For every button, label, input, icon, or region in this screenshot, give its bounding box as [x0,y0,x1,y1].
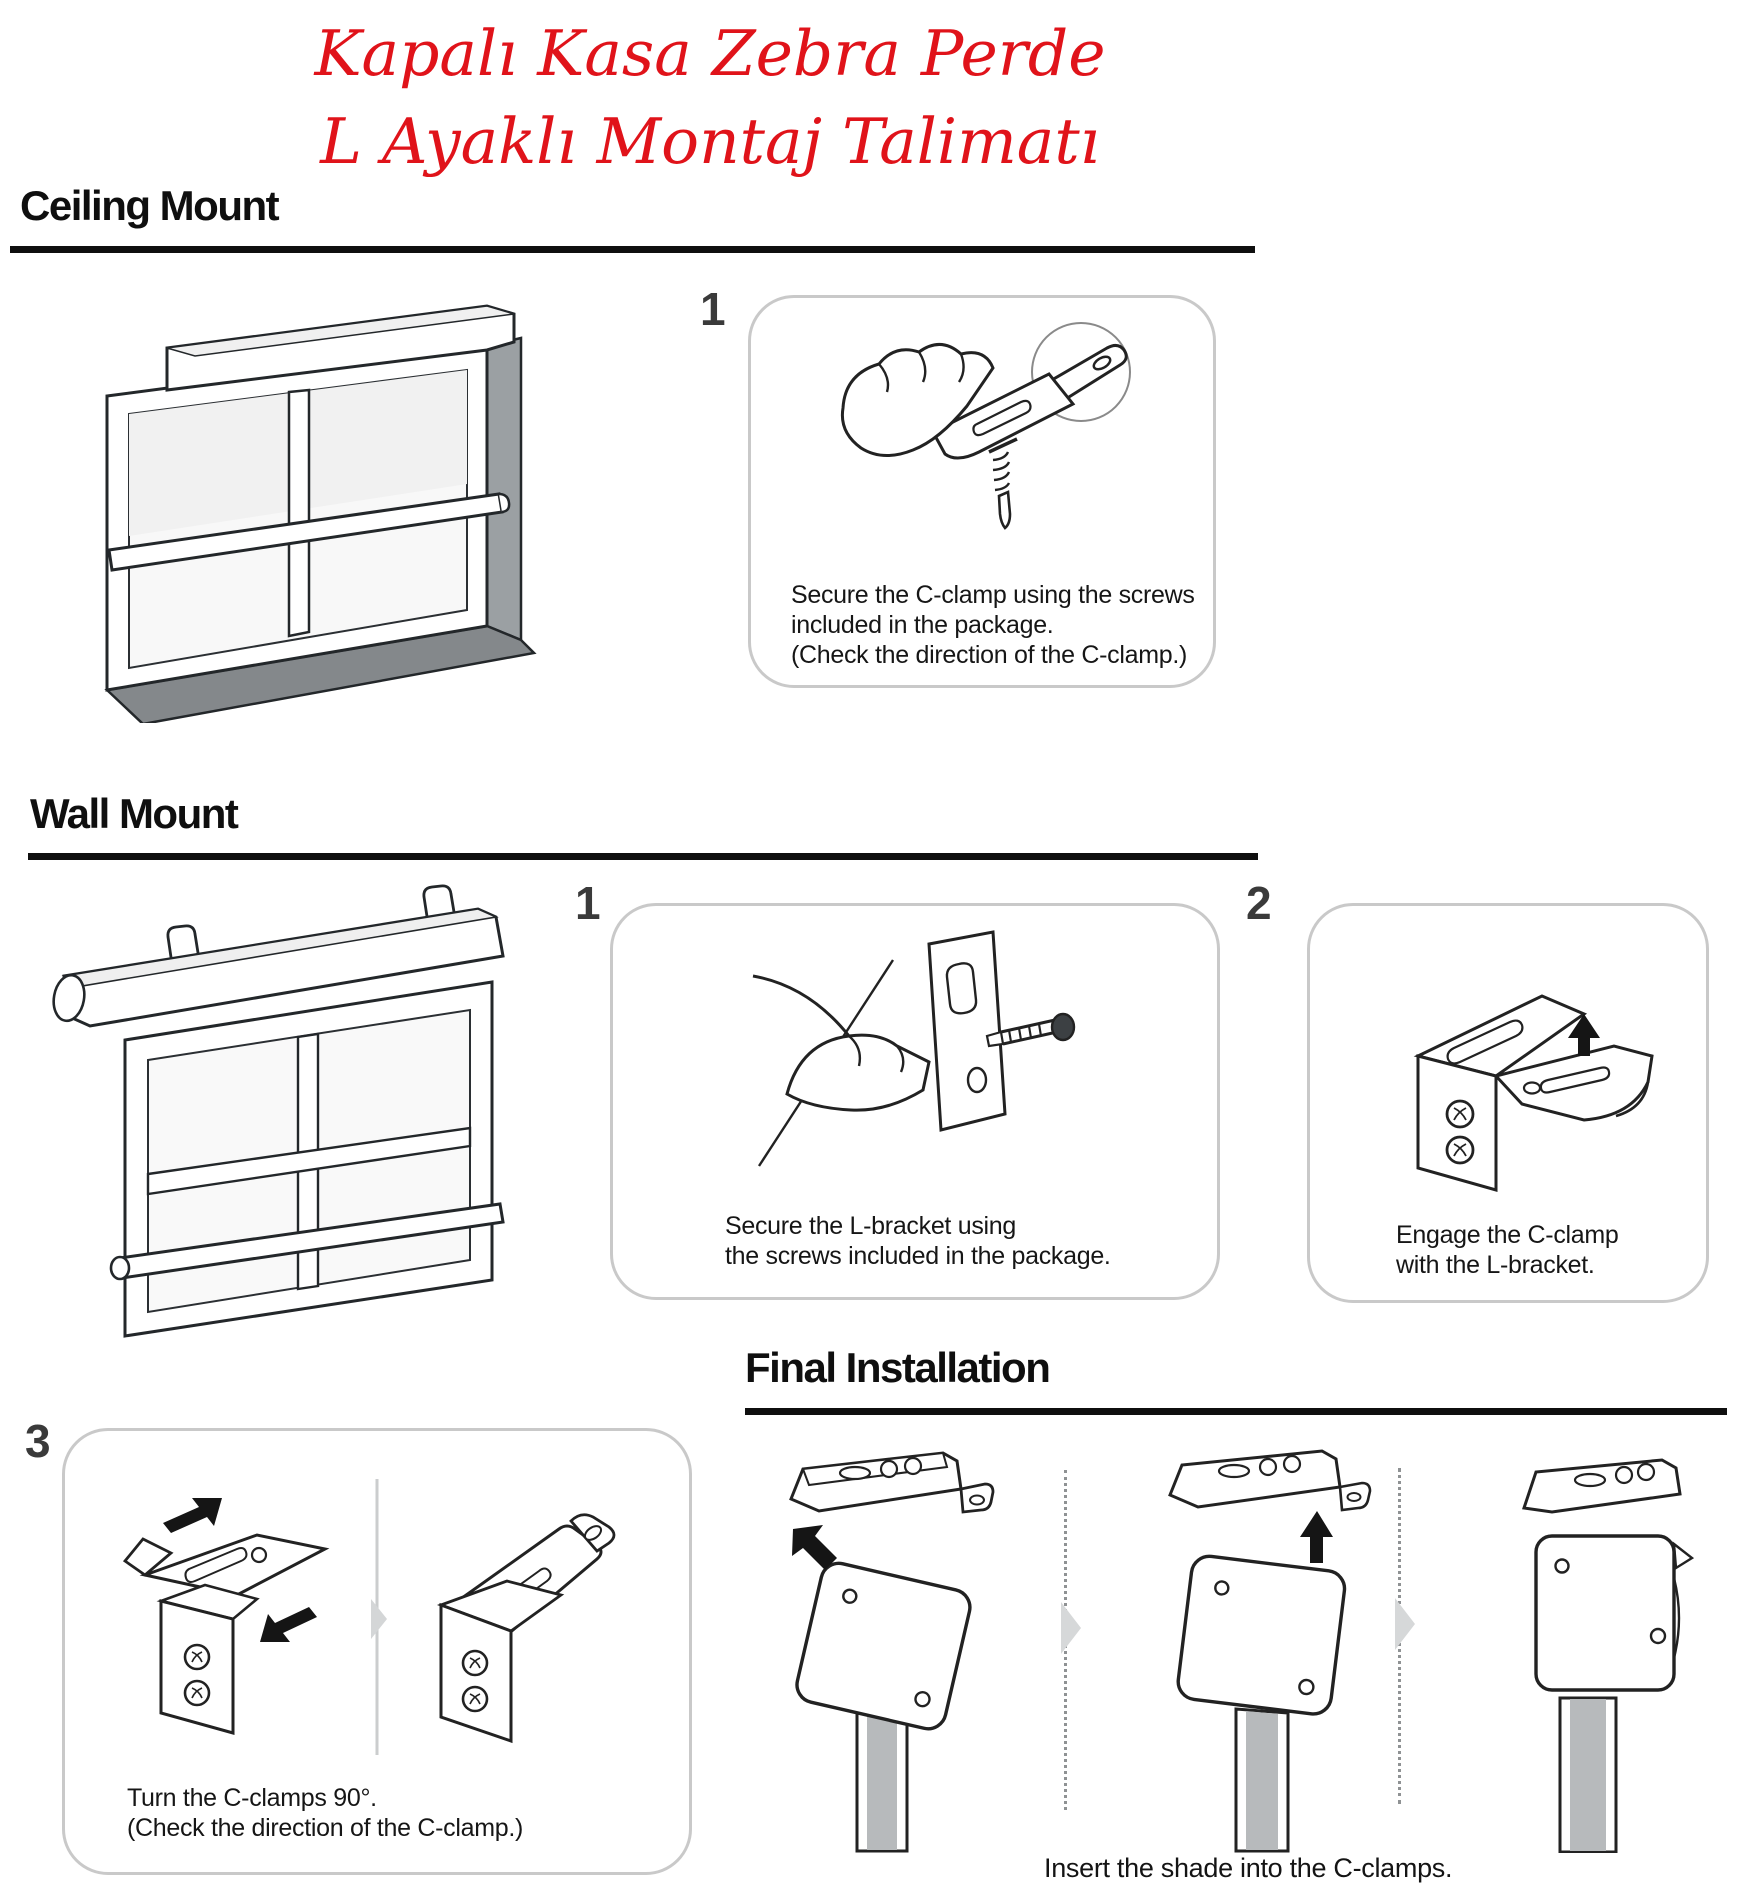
caption-line: Secure the L-bracket using [725,1212,1016,1240]
caption-line: Engage the C-clamp [1396,1221,1619,1249]
wall-step-2-caption [1396,1220,1619,1280]
ceiling-mount-heading: Ceiling Mount [20,182,279,229]
insert-shade-step-c-illustration [1498,1448,1698,1853]
c-clamp-screw-hand-illustration [817,312,1157,574]
wall-window-illustration [30,872,580,1360]
wall-step-2-number: 2 [1246,877,1272,929]
wall-mount-heading: Wall Mount [30,790,238,837]
final-step-3-number: 3 [25,1415,51,1467]
turn-c-clamps-illustration [95,1471,655,1783]
final-section-rule [745,1408,1727,1415]
insert-shade-step-b-illustration [1140,1443,1375,1853]
rotate-arrow-icon [260,1607,317,1642]
screw-icon [999,492,1010,528]
insert-shade-step-a-illustration [755,1443,1000,1853]
final-step-3-panel [62,1428,692,1875]
wall-step-1-panel [610,903,1220,1300]
final-step-3-caption [127,1783,523,1843]
caption-line: (Check the direction of the C-clamp.) [791,641,1188,669]
ceiling-step-1-number: 1 [700,283,726,335]
wall-step-2-panel [1307,903,1709,1303]
divider-arrow-icon [1391,1594,1419,1654]
screw-icon [1052,1014,1074,1040]
title-line-2: L Ayaklı Montaj Talimatı [320,105,1100,178]
caption-line: included in the package. [791,611,1054,639]
caption-line: (Check the direction of the C-clamp.) [127,1814,524,1842]
up-arrow-icon [1300,1511,1333,1563]
ceiling-step-1-panel [748,295,1216,688]
wall-step-1-caption [725,1211,1111,1271]
final-installation-heading: Final Installation [745,1344,1050,1391]
divider-arrow-icon [371,1599,387,1639]
wall-step-1-number: 1 [575,877,601,929]
caption-line: with the L-bracket. [1396,1251,1595,1279]
divider-arrow-icon [1057,1598,1085,1658]
l-bracket-screw-hand-illustration [733,916,1113,1212]
insert-arrow-icon [792,1525,837,1570]
rotate-arrow-icon [163,1498,222,1533]
wall-section-rule [28,853,1258,860]
ceiling-section-rule [10,246,1255,253]
ceiling-window-illustration [55,288,545,723]
c-clamp-l-bracket-illustration [1362,928,1672,1214]
ceiling-step-1-caption [791,580,1195,670]
page-title [0,10,1420,186]
caption-line: Secure the C-clamp using the screws [791,581,1195,609]
final-bottom-caption: Insert the shade into the C-clamps. [1044,1853,1453,1883]
caption-line: the screws included in the package. [725,1242,1111,1270]
caption-line: Turn the C-clamps 90°. [127,1784,377,1812]
title-line-1: Kapalı Kasa Zebra Perde [314,17,1106,90]
